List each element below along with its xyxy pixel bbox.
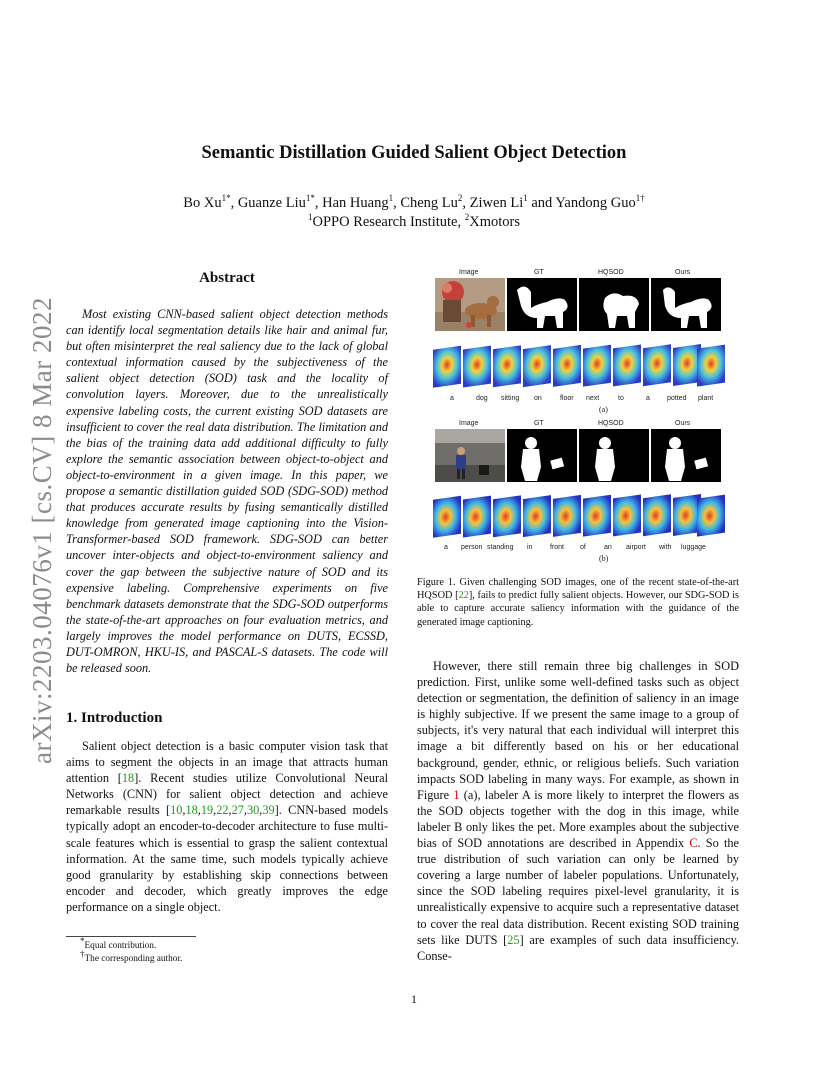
affiliation: Xmotors	[469, 214, 520, 230]
citation-link[interactable]: 25	[507, 932, 520, 947]
figure-ref-link[interactable]: 1	[453, 787, 460, 802]
citation-link[interactable]: 27	[231, 803, 244, 818]
fig-a-input-photo	[435, 278, 505, 331]
author-affil-mark: 1*	[305, 193, 315, 204]
fig-b-word: front	[550, 544, 565, 551]
author-affil-mark: 1	[388, 193, 394, 204]
fig-a-word: potted	[667, 395, 687, 402]
arxiv-identifier	[22, 290, 62, 770]
fig-b-word: a	[444, 544, 448, 551]
fig-b-gt-mask	[507, 429, 577, 482]
text-run: ]. Recent studies utilize Convolutional Neural Networks (CNN) for salient object detection and achieve remarkable results [	[66, 771, 388, 818]
citation-link[interactable]: 30	[246, 803, 260, 818]
footnote-mark: *	[80, 935, 85, 946]
text-run: ]. CNN-based models typically adopt an encoder-to-decoder architecture to fuse multi-scale features which is essential to grasp the salient contextual information. At the same time, such models typically achieve good granularity by establishing skip connections between encoder and decoder, which greatly improves the edge performance on a single object.	[66, 803, 388, 914]
footnotes	[66, 935, 388, 965]
footnote-mark: †	[80, 948, 85, 959]
text-run: . So the true distribution of such variation can only be learned by covering a large number of labeler populations. Unfortunately, since the SOD labeling requires pixel-level granularity, it is unrealistically expensive to acquire such a representative dataset to cover the real data distribution. Recent existing SOD training sets like DUTS [	[417, 836, 740, 947]
fig-b-word: luggage	[681, 544, 706, 551]
author: Cheng Lu	[400, 195, 458, 211]
fig-b-word: airport	[626, 544, 646, 551]
fig-a-word: floor	[560, 395, 574, 402]
footnote-text: Equal contribution.	[84, 941, 157, 951]
fig-a-gt-mask	[507, 278, 577, 331]
author: Ziwen Li	[469, 195, 524, 211]
author: Guanze Liu	[237, 195, 306, 211]
text-run: Figure 1. Given challenging SOD images, one of the recent state-of-the-art HQSOD [	[417, 577, 739, 602]
fig-a-hqsod-mask	[579, 278, 649, 331]
fig-b-word: person	[461, 544, 483, 551]
fig-a-word: dog	[476, 395, 488, 402]
author: Yandong Guo	[555, 195, 636, 211]
footnote-divider	[66, 936, 196, 937]
fig-b-word: with	[659, 544, 672, 551]
body-paragraph	[417, 658, 739, 964]
citation-link[interactable]: 39	[262, 803, 275, 818]
figure-1	[417, 268, 739, 573]
fig-a-attention-maps	[431, 340, 727, 390]
fig-b-input-photo	[435, 429, 505, 482]
fig-b-word: of	[580, 544, 586, 551]
fig-col-label-image: Image	[459, 420, 479, 427]
fig-a-word: next	[586, 395, 600, 402]
paper-title: Semantic Distillation Guided Salient Object Detection	[201, 143, 627, 163]
author-affil-mark: 1	[523, 193, 528, 204]
fig-b-word: an	[604, 544, 612, 551]
affil-mark: 1	[308, 212, 313, 223]
author-list: Bo $Xu^{1*}$, Guanze Liu$^{1*}$, Han Huang$^1$, Cheng Lu$^2$, Ziwen Li$^1$ and Yandong Guo$^{1\dagger}$	[183, 193, 645, 211]
footnote	[80, 948, 388, 966]
footnote-text: The corresponding author.	[84, 953, 183, 964]
fig-col-label-gt: GT	[534, 420, 544, 427]
fig-col-label-ours: Ours	[675, 269, 691, 276]
arxiv-identifier-text: arXiv:2203.04076v1 [cs.CV] 8 Mar 2022	[26, 296, 57, 764]
citation-link[interactable]: 18	[185, 803, 198, 818]
abstract-text: Most existing CNN-based salient object detection methods can identify local segmentation details like hair and animal fur, but often misinterpret the real saliency due to the lack of global contextual information caused by the subjectiveness of the salient object detection (SOD) task and the locality of convolution layers. Moreover, due to the unrealistically expensive labeling costs, the current existing SOD datasets are insufficient to cover the real data distribution. The limitation and the bias of the training data add additional difficulty to fully explore the semantic association between object-to-object and object-to-environment in a given image. In this paper, we propose a semantic distillation guided SOD (SDG-SOD) method that produces accurate results by fusing semantically distilled knowledge from generated image captioning into the Vision-Transformer-based SOD framework. SDG-SOD can better uncover inter-objects and object-to-environment saliency and cover the gap between the subjective nature of SOD and its expensive labeling. Comprehensive experiments on five benchmark datasets demonstrate that the SDG-SOD outperforms the state-of-the-art approaches on four evaluation metrics, and largely improves the model performance on DUTS, ECSSD, DUT-OMRON, HKU-IS, and PASCAL-S datasets. The code will be released soon.	[66, 307, 388, 676]
fig-col-label-image: Image	[459, 269, 479, 276]
citation-link[interactable]: 18	[121, 771, 135, 786]
affil-mark: 2	[464, 212, 470, 223]
author-affil-mark: 1*	[221, 193, 231, 204]
citation-link[interactable]: 22	[216, 803, 229, 818]
author: Han Huang	[322, 195, 389, 211]
citation-link[interactable]: 22	[458, 590, 469, 602]
fig-panel-label-b: (b)	[599, 554, 609, 563]
text-run: ] are examples of such data insufficiency. Conse-	[417, 932, 739, 963]
fig-col-label-hqsod: HQSOD	[598, 420, 624, 427]
fig-a-word: plant	[698, 395, 714, 402]
author-affil-mark: 2	[457, 193, 463, 204]
text-run: Salient object detection is a basic computer vision task that aims to segment the objects in an image that attracts human attention [	[66, 739, 388, 786]
author: Bo Xu	[183, 195, 222, 211]
fig-b-hqsod-mask	[579, 429, 649, 482]
fig-a-word: to	[618, 395, 624, 402]
fig-a-word: a	[450, 395, 454, 402]
page-number: 1	[411, 992, 417, 1006]
fig-b-word: in	[527, 544, 533, 551]
fig-a-word: a	[646, 395, 650, 402]
fig-a-word: on	[534, 395, 542, 402]
fig-col-label-ours: Ours	[675, 420, 691, 427]
fig-panel-label-a: (a)	[599, 405, 608, 414]
fig-a-word: sitting	[501, 395, 520, 402]
fig-b-attention-maps	[431, 490, 727, 540]
text-run: However, there still remain three big challenges in SOD prediction. First, unlike some well-defined tasks such as object detection or segmentation, the definition of saliency in an image is highly subjective. If we present the same image to a group of subjects, it's very natural that each individual will interpret this image a bit differently based on his or her educational background, gender, ethnic, or religious beliefs. Such variation impacts SOD labeling in many ways. For example, as shown in Figure	[417, 659, 739, 802]
affiliations: $^1$OPPO Research Institute, $^2$Xmotors	[308, 212, 520, 230]
fig-col-label-gt: GT	[534, 269, 544, 276]
text-run: (a), labeler A is more likely to interpret the flowers as the SOD objects together with the dog in this image, while labeler B only likes the pet. More examples about the subjective bias of SOD annotations are described in Appendix	[417, 787, 739, 851]
text-run: ], fails to predict fully salient objects. However, our SDG-SOD is able to capture accurate saliency information with the guidance of the generated image captioning.	[417, 590, 739, 628]
figure-1-caption	[417, 576, 739, 629]
introduction-paragraph: Salient object detection is a basic computer vision task that aims to segment the objects in an image that attracts human attention [18]. Recent studies utilize Convolutional Neural Networks (CNN) for salient object detection and achieve remarkable results [10,18,19,22,27,30,39]. CNN-based models typically adopt an encoder-to-decoder architecture to fuse multi-scale features which is essential to grasp the salient contextual information. At the same time, such models typically achieve good granularity by establishing skip connections between encoder and decoder, which greatly improves the edge performance on a single object.	[66, 739, 388, 914]
appendix-ref-link[interactable]: C	[689, 836, 698, 851]
abstract-heading: Abstract	[199, 270, 255, 286]
fig-col-label-hqsod: HQSOD	[598, 269, 624, 276]
section-heading-introduction: 1. Introduction	[66, 710, 163, 726]
affiliation: OPPO Research Institute	[312, 214, 458, 230]
footnote	[80, 935, 388, 953]
citation-link[interactable]: 19	[200, 803, 214, 818]
fig-b-ours-mask	[651, 429, 721, 482]
fig-b-word: standing	[487, 544, 514, 551]
author-affil-mark: 1†	[635, 193, 645, 204]
fig-a-ours-mask	[651, 278, 721, 331]
citation-link[interactable]: 10	[170, 803, 183, 818]
